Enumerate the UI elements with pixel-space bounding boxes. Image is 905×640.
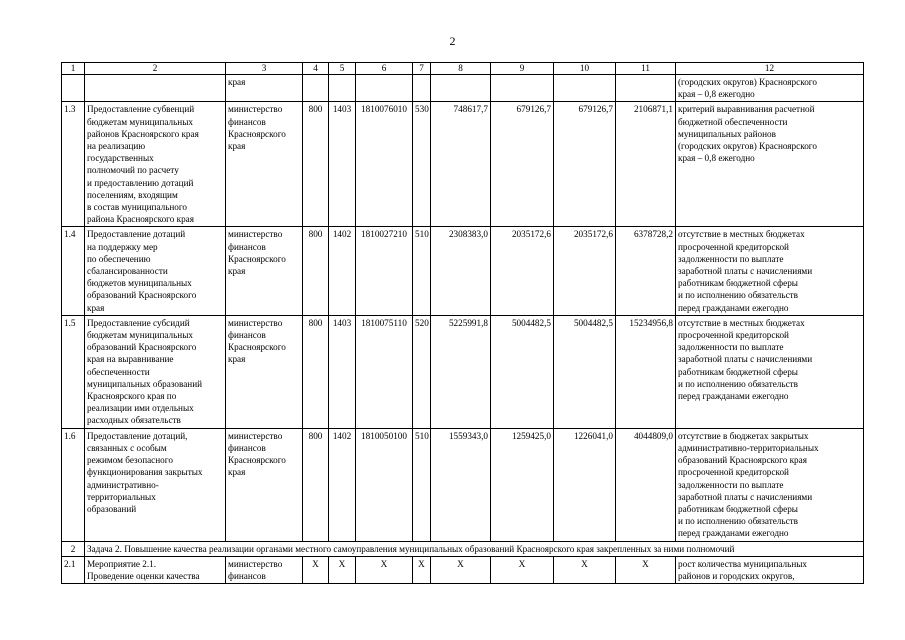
amount-cell: 2035172,6 [554, 227, 616, 315]
activity-name-cell: Предоставление дотаций, связанных с особым режимом безопасного функционирования закрытых административно- территориальных образований [85, 428, 226, 541]
grbs-cell: 800 [303, 227, 329, 315]
amount-cell: 1259425,0 [491, 428, 554, 541]
amount-cell: 679126,7 [554, 102, 616, 227]
total-cell: 2106871,1 [616, 102, 676, 227]
task-number-cell: 2 [62, 541, 85, 556]
x-mark-cell: Х [491, 556, 554, 583]
column-header: 1 [62, 63, 85, 75]
column-header: 8 [431, 63, 491, 75]
task-row [62, 541, 864, 556]
amount-cell: 679126,7 [491, 102, 554, 227]
result-cell: критерий выравнивания расчетной бюджетной обеспеченности муниципальных районов (городских округов) Красноярского края – 0,8 ежегодно [676, 102, 864, 227]
amount-cell: 748617,7 [431, 102, 491, 227]
total-cell: 4044809,0 [616, 428, 676, 541]
org-cell: края [226, 75, 303, 102]
org-cell: министерство финансов Красноярского края [226, 428, 303, 541]
x-mark-cell: Х [413, 556, 431, 583]
result-cell: (городских округов) Красноярского края – 0,8 ежегодно [676, 75, 864, 102]
row-number-cell: 1.6 [62, 428, 85, 541]
grbs-cell: 800 [303, 428, 329, 541]
rzpr-cell: 1403 [329, 315, 356, 428]
x-mark-cell: Х [431, 556, 491, 583]
amount-cell: 1226041,0 [554, 428, 616, 541]
column-header: 10 [554, 63, 616, 75]
table-row [62, 102, 864, 227]
continuation-row [62, 75, 864, 102]
row-number-cell: 1.3 [62, 102, 85, 227]
rzpr-cell: 1402 [329, 227, 356, 315]
amount-cell: 2308383,0 [431, 227, 491, 315]
table-row [62, 227, 864, 315]
result-cell: отсутствие в местных бюджетах просроченной кредиторской задолженности по выплате заработной платы с начислениями работникам бюджетной сферы и по исполнению обязательств перед гражданами ежегодно [676, 315, 864, 428]
total-cell: 15234956,8 [616, 315, 676, 428]
column-number-header-row [62, 63, 864, 75]
amount-cell: 5225991,8 [431, 315, 491, 428]
rzpr-cell: 1402 [329, 428, 356, 541]
csr-cell: 1810076010 [356, 102, 413, 227]
x-mark-cell: Х [329, 556, 356, 583]
activity-name-cell: Мероприятие 2.1. Проведение оценки качества [85, 556, 226, 583]
column-header: 4 [303, 63, 329, 75]
row-number-cell: 2.1 [62, 556, 85, 583]
column-header: 11 [616, 63, 676, 75]
activity-name-cell: Предоставление субсидий бюджетам муниципальных образований Красноярского края на выравнивание обеспеченности муниципальных образований Красноярского края по реализации ими отдельных расходных обязательств [85, 315, 226, 428]
program-activities-table [61, 62, 864, 584]
org-cell: министерство финансов [226, 556, 303, 583]
vr-cell: 510 [413, 428, 431, 541]
org-cell: министерство финансов Красноярского края [226, 102, 303, 227]
csr-cell: 1810075110 [356, 315, 413, 428]
vr-cell: 510 [413, 227, 431, 315]
grbs-cell: 800 [303, 315, 329, 428]
column-header: 7 [413, 63, 431, 75]
row-number-cell: 1.4 [62, 227, 85, 315]
task-title-cell: Задача 2. Повышение качества реализации органами местного самоуправления муниципальных образований Красноярского края закрепленных за ними полномочий [85, 541, 864, 556]
table-row [62, 556, 864, 583]
amount-cell: 2035172,6 [491, 227, 554, 315]
csr-cell: 1810027210 [356, 227, 413, 315]
column-header: 9 [491, 63, 554, 75]
amount-cell: 1559343,0 [431, 428, 491, 541]
x-mark-cell: Х [303, 556, 329, 583]
vr-cell: 520 [413, 315, 431, 428]
grbs-cell: 800 [303, 102, 329, 227]
column-header: 3 [226, 63, 303, 75]
x-mark-cell: Х [356, 556, 413, 583]
row-number-cell: 1.5 [62, 315, 85, 428]
page-number: 2 [449, 34, 456, 48]
csr-cell: 1810050100 [356, 428, 413, 541]
activity-name-cell: Предоставление субвенций бюджетам муниципальных районов Красноярского края на реализацию государственных полномочий по расчету и предоставлению дотаций поселениям, входящим в состав муниципального района Красноярского края [85, 102, 226, 227]
amount-cell: 5004482,5 [491, 315, 554, 428]
column-header: 6 [356, 63, 413, 75]
rzpr-cell: 1403 [329, 102, 356, 227]
table-row [62, 315, 864, 428]
x-mark-cell: Х [554, 556, 616, 583]
column-header: 2 [85, 63, 226, 75]
amount-cell: 5004482,5 [554, 315, 616, 428]
result-cell: отсутствие в местных бюджетах просроченной кредиторской задолженности по выплате заработной платы с начислениями работникам бюджетной сферы и по исполнению обязательств перед гражданами ежегодно [676, 227, 864, 315]
x-mark-cell: Х [616, 556, 676, 583]
result-cell: рост количества муниципальных районов и городских округов, [676, 556, 864, 583]
result-cell: отсутствие в бюджетах закрытых административно-территориальных образований Красноярского края просроченной кредиторской задолженности по выплате заработной платы с начислениями работникам бюджетной сферы и по исполнению обязательств перед гражданами ежегодно [676, 428, 864, 541]
org-cell: министерство финансов Красноярского края [226, 227, 303, 315]
activity-name-cell: Предоставление дотаций на поддержку мер по обеспечению сбалансированности бюджетов муниципальных образований Красноярского края [85, 227, 226, 315]
column-header: 5 [329, 63, 356, 75]
column-header: 12 [676, 63, 864, 75]
table-row [62, 428, 864, 541]
org-cell: министерство финансов Красноярского края [226, 315, 303, 428]
total-cell: 6378728,2 [616, 227, 676, 315]
vr-cell: 530 [413, 102, 431, 227]
